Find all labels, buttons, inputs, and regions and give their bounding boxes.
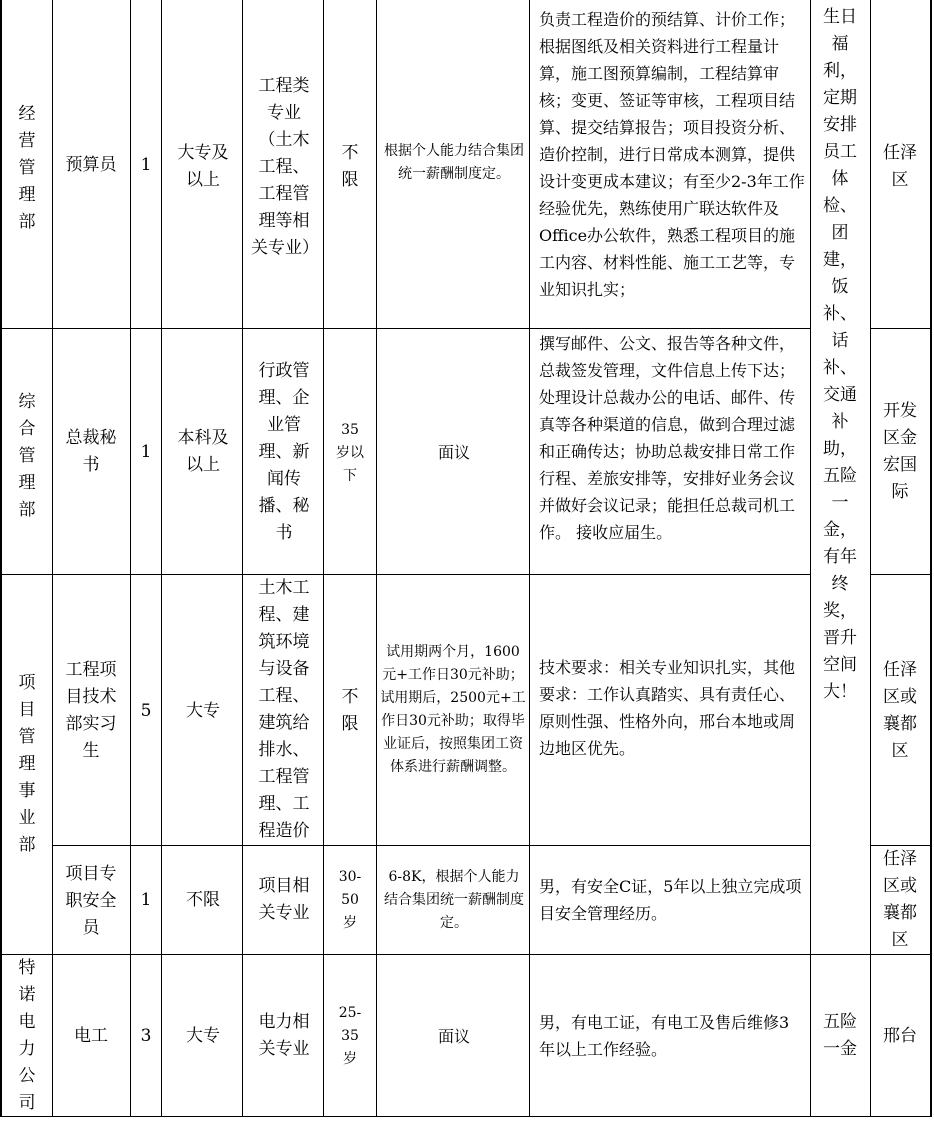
count-cell: 1: [140, 441, 152, 462]
major-cell: 行政管理、企业管理、新闻传播、秘书: [258, 360, 310, 543]
grid-line: [810, 0, 811, 1117]
education-cell: 大专: [186, 1025, 220, 1046]
grid-line: [930, 0, 932, 1117]
grid-line: [52, 845, 810, 846]
dept-cell: 项目管理事业部: [18, 672, 36, 855]
grid-line: [161, 0, 162, 1117]
grid-line: [242, 0, 243, 1117]
shared-benefits-cell: 生日福利，定期安排员工体检、团建，饭补、话补、交通补助，五险一金，有年终奖，晋升空间大！: [823, 7, 857, 702]
grid-line: [870, 0, 871, 1117]
major-cell: 土木工程、建筑环境与设备工程、建筑给排水、工程管理、工程造价: [258, 578, 310, 841]
dept-cell: 经营管理部: [18, 103, 36, 232]
grid-line: [0, 1116, 932, 1117]
grid-line: [52, 0, 53, 1117]
education-cell: 大专: [186, 700, 220, 721]
location-cell: 邢台: [883, 1025, 917, 1046]
position-cell: 工程项目技术部实习生: [65, 660, 117, 761]
count-cell: 1: [140, 154, 152, 175]
count-cell: 5: [140, 700, 152, 721]
requirements-cell: 男，有安全C证，5年以上独立完成项目安全管理经历。: [539, 877, 802, 923]
location-cell: 开发区金宏国际: [883, 401, 917, 502]
benefits-cell: 五险一金: [823, 1012, 857, 1059]
requirements-cell: 男，有电工证，有电工及售后维修3年以上工作经验。: [539, 1013, 790, 1059]
location-cell: 任泽区或襄都区: [883, 660, 917, 761]
salary-cell: 6-8K，根据个人能力结合集团统一薪酬制度定。: [384, 868, 524, 931]
age-cell: 30-50岁: [338, 868, 362, 931]
education-cell: 本科及以上: [177, 428, 229, 475]
education-cell: 不限: [186, 889, 220, 910]
grid-line: [323, 0, 324, 1117]
grid-line: [0, 954, 932, 955]
position-cell: 项目专职安全员: [65, 863, 117, 938]
position-cell: 总裁秘书: [65, 428, 117, 475]
requirements-cell: 撰写邮件、公文、报告等各种文件，总裁签发管理，文件信息上传下达；处理设计总裁办公的电话、邮件、传真等各种渠道的信息，做到合理过滤和正确传达；协助总裁安排日常工作行程、差旅安排等，安排好业务会议并做好会议记录；能担任总裁司机工作。 接收应届生。: [539, 334, 796, 542]
dept-cell: 综合管理部: [18, 391, 36, 520]
location-cell: 任泽区: [883, 143, 917, 190]
grid-line: [0, 328, 810, 329]
grid-line: [529, 0, 530, 1117]
age-cell: 25-35岁: [338, 1004, 362, 1067]
requirements-cell: 技术要求：相关专业知识扎实，其他要求：工作认真踏实、具有责任心、原则性强、性格外向，邢台本地或周边地区优先。: [539, 658, 796, 758]
salary-cell: 根据个人能力结合集团统一薪酬制度定。: [384, 143, 524, 182]
position-cell: 电工: [74, 1025, 108, 1046]
grid-line: [0, 0, 2, 1117]
count-cell: 1: [140, 889, 152, 910]
salary-cell: 试用期两个月，1600元+工作日30元补助；试用期后，2500元+工作日30元补助；取得毕业证后，按照集团工资体系进行薪酬调整。: [380, 644, 526, 775]
count-cell: 3: [140, 1025, 152, 1046]
position-cell: 预算员: [65, 154, 117, 175]
grid-line: [870, 574, 932, 575]
major-cell: 项目相关专业: [258, 876, 310, 923]
grid-line: [376, 0, 377, 1117]
age-cell: 35岁以下: [336, 421, 364, 484]
location-cell: 任泽区或襄都区: [883, 849, 917, 950]
grid-line: [0, 574, 810, 575]
dept-cell: 特诺电力公司: [18, 958, 36, 1113]
requirements-cell: 负责工程造价的预结算、计价工作；根据图纸及相关资料进行工程量计算，施工图预算编制，工程结算审核；变更、签证等审核，工程项目结算、提交结算报告；项目投资分析、造价控制，进行日常成本测算，提供设计变更成本建议；有至少2-3年工作经验优先，熟练使用广联达软件及Office办公软件，熟悉工程项目的施工内容、材料性能、施工工艺等，专业知识扎实；: [539, 10, 805, 299]
age-cell: 不限: [341, 143, 359, 190]
grid-line: [870, 328, 932, 329]
major-cell: 电力相关专业: [258, 1012, 310, 1059]
education-cell: 大专及以上: [177, 143, 229, 190]
major-cell: 工程类专业（土木工程、工程管理等相关专业）: [251, 75, 319, 258]
age-cell: 不限: [341, 687, 359, 734]
salary-cell: 面议: [437, 1026, 470, 1046]
salary-cell: 面议: [437, 442, 470, 462]
